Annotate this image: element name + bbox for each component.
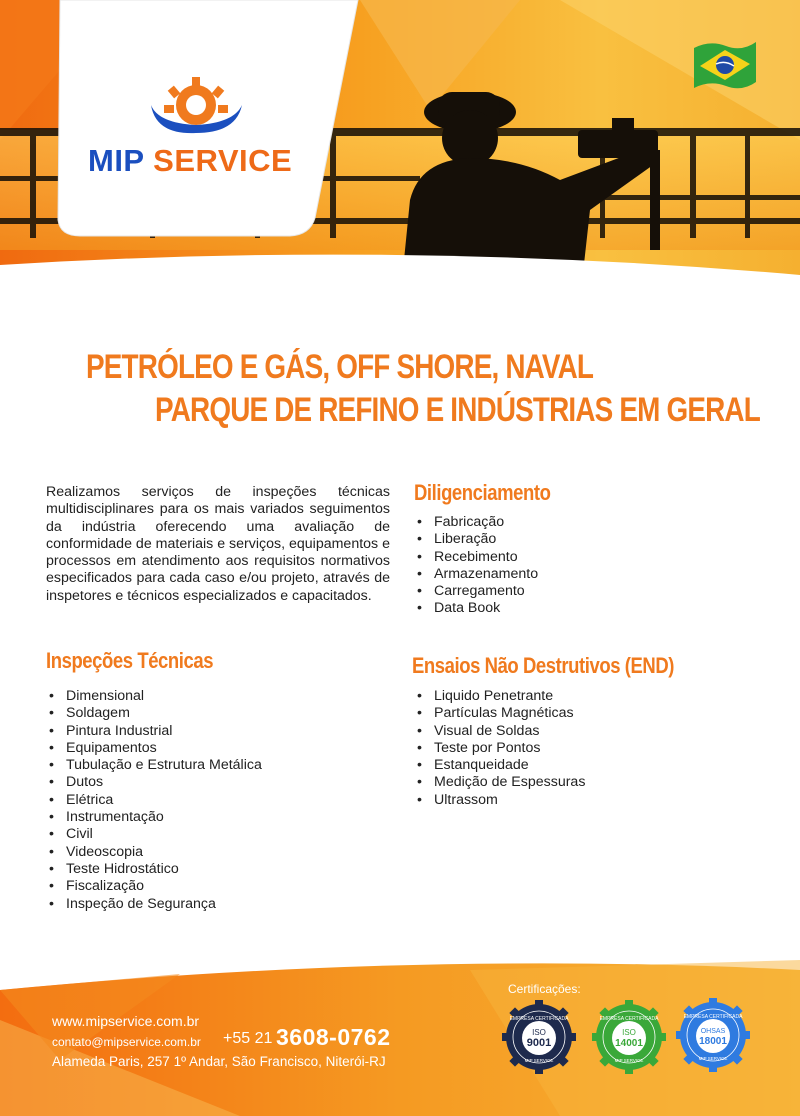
phone-number[interactable]: 3608-0762	[276, 1024, 391, 1050]
headline-line2: PARQUE DE REFINO E INDÚSTRIAS EM GERAL	[155, 391, 760, 429]
svg-text:ISO: ISO	[622, 1028, 636, 1037]
list-item: • Armazenamento	[417, 565, 539, 582]
diligenciamento-list	[414, 514, 538, 618]
ensaios-list	[414, 688, 585, 809]
svg-text:EMPRESA CERTIFICADA: EMPRESA CERTIFICADA	[509, 1016, 569, 1022]
list-item: • Pintura Industrial	[49, 722, 173, 739]
brand-name-part2: SERVICE	[153, 143, 293, 178]
address: Alameda Paris, 257 1º Andar, São Francisco, Niterói-RJ	[52, 1054, 386, 1069]
website-link[interactable]: www.mipservice.com.br	[52, 1013, 200, 1029]
brand-logo-text	[88, 143, 292, 179]
list-item: • Dimensional	[49, 688, 145, 704]
list-item: • Soldagem	[49, 705, 130, 722]
certifications-label: Certificações:	[508, 982, 581, 996]
list-item: • Civil	[49, 826, 93, 843]
inspecoes-list	[46, 688, 262, 913]
list-item: • Visual de Soldas	[417, 722, 540, 739]
list-item: • Inspeção de Segurança	[49, 895, 216, 912]
list-item: • Tubulação e Estrutura Metálica	[49, 757, 262, 774]
list-item: • Fiscalização	[49, 878, 145, 895]
list-item: • Teste por Pontos	[417, 739, 541, 756]
svg-text:MIP SERVICE: MIP SERVICE	[614, 1058, 644, 1063]
list-item: • Fabricação	[417, 514, 505, 530]
iso-14001-badge-icon	[592, 1000, 666, 1074]
svg-text:OHSAS: OHSAS	[700, 1028, 726, 1035]
list-item: • Data Book	[417, 600, 501, 617]
svg-text:14001: 14001	[615, 1038, 643, 1049]
list-item: • Liberação	[417, 531, 497, 548]
svg-text:EMPRESA CERTIFICADA: EMPRESA CERTIFICADA	[599, 1016, 659, 1022]
list-item: • Ultrassom	[417, 791, 498, 808]
brazil-flag-icon	[690, 38, 760, 94]
list-item: • Teste Hidrostático	[49, 860, 179, 877]
headline-line1: PETRÓLEO E GÁS, OFF SHORE, NAVAL	[86, 348, 594, 386]
list-item: • Liquido Penetrante	[417, 688, 554, 704]
inspecoes-title: Inspeções Técnicas	[46, 648, 214, 673]
list-item: • Instrumentação	[49, 809, 164, 826]
list-item: • Medição de Espessuras	[417, 774, 586, 791]
diligenciamento-title: Diligenciamento	[414, 480, 551, 505]
list-item: • Elétrica	[49, 791, 114, 808]
brand-name-part1: MIP	[88, 143, 154, 178]
svg-text:MIP SERVICE: MIP SERVICE	[524, 1058, 554, 1063]
svg-text:EMPRESA CERTIFICADA: EMPRESA CERTIFICADA	[683, 1014, 743, 1020]
ensaios-title: Ensaios Não Destrutivos (END)	[412, 653, 675, 678]
svg-text:ISO: ISO	[532, 1028, 546, 1037]
list-item: • Partículas Magnéticas	[417, 705, 574, 722]
list-item: • Carregamento	[417, 583, 525, 600]
list-item: • Estanqueidade	[417, 757, 529, 774]
svg-text:MIP SERVICE: MIP SERVICE	[698, 1056, 728, 1061]
intro-paragraph: Realizamos serviços de inspeções técnicas multidisciplinares para os mais variados seguimentos da indústria oferecendo uma avaliação de conformidade de materiais e serviços, equipamentos e processos em atendimento aos requisitos normativos especificados para cada caso e/ou projeto, através de inspetores e técnicos especializados e capacitados.	[46, 484, 390, 604]
svg-text:18001: 18001	[699, 1036, 727, 1047]
list-item: • Recebimento	[417, 548, 518, 565]
list-item: • Videoscopia	[49, 843, 144, 860]
list-item: • Equipamentos	[49, 739, 157, 756]
iso-9001-badge-icon	[502, 1000, 576, 1074]
list-item: • Dutos	[49, 774, 104, 791]
email-link[interactable]: contato@mipservice.com.br	[52, 1035, 201, 1049]
svg-text:9001: 9001	[526, 1037, 552, 1049]
logo-gear-icon	[146, 75, 246, 137]
phone-prefix: +55 21	[223, 1030, 273, 1047]
ohsas-18001-badge-icon	[676, 998, 750, 1072]
